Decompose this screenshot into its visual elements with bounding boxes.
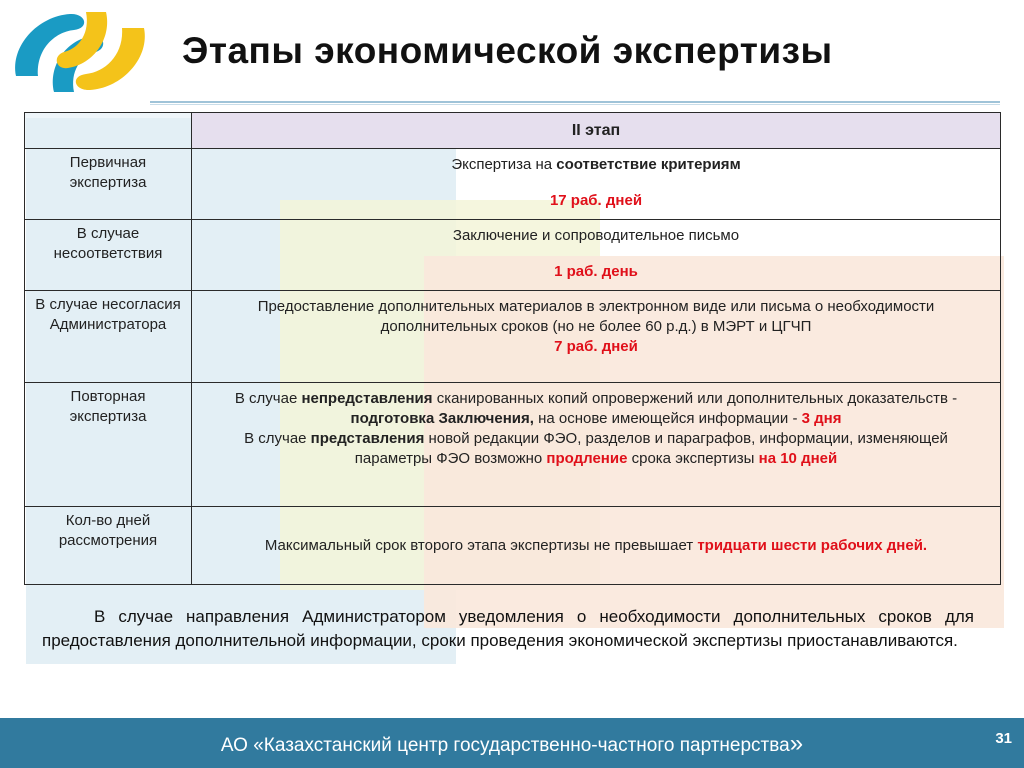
row-text: Максимальный срок второго этапа экспертизы не превышает: [264, 536, 698, 554]
term-value: тридцати шести рабочих дней.: [697, 536, 928, 554]
table-row: [25, 507, 1001, 585]
table-corner-cell: [25, 113, 192, 149]
term-value: 3 дня: [801, 410, 842, 427]
footer-bar: [0, 718, 1024, 768]
table-row: [25, 220, 1001, 291]
row-label: В случае несоответствия: [25, 220, 192, 291]
row-text: срока экспертизы: [627, 450, 759, 467]
row-label: В случае несогласия Администратора: [25, 291, 192, 383]
page-number: 31: [995, 730, 1012, 747]
row-text: В случае: [244, 430, 311, 447]
row-text: сканированных копий опровержений или дополнительных доказательств -: [432, 390, 958, 407]
footer-org-name: АО «Казахстанский центр государственно-частного партнерства: [220, 735, 790, 756]
row-text-red: продление: [546, 450, 628, 467]
footer-org-quote: »: [789, 730, 804, 757]
row-content: [192, 220, 1001, 291]
row-term: [206, 191, 986, 211]
row-content: [192, 291, 1001, 383]
row-text: В случае: [234, 390, 302, 407]
header-divider-thin: [150, 104, 1000, 105]
row-text: на основе имеющейся информации -: [533, 410, 802, 427]
row-label: Повторная экспертиза: [25, 383, 192, 507]
stages-table: [24, 112, 1001, 585]
table-header-row: [25, 113, 1001, 149]
row-text: Экспертиза на: [451, 156, 557, 173]
row-description: Заключение и сопроводительное письмо: [452, 227, 740, 244]
row-paragraph-1: [206, 389, 986, 429]
row-label: Первичная экспертиза: [25, 149, 192, 220]
row-content: [192, 149, 1001, 220]
row-description: Предоставление дополнительных материалов в электронном виде или письма о необходимости дополнительных сроков (но не более 60 р.д.) в МЭРТ и ЦГЧП: [257, 298, 935, 335]
row-description: [206, 536, 986, 556]
table-row: [25, 383, 1001, 507]
row-content: [192, 507, 1001, 585]
term-value: 7 раб. дней: [554, 338, 638, 355]
table-row: [25, 149, 1001, 220]
term-value: 17 раб. дней: [549, 192, 643, 209]
row-text: новой редакции ФЭО, разделов и параграфов, информации, изменяющей параметры ФЭО возможно: [354, 430, 948, 467]
term-value: 1 раб. день: [554, 263, 638, 280]
suspension-note: В случае направления Администратором уведомления о необходимости дополнительных сроков для предоставления дополнительной информации, сроки проведения экономической экспертизы приостанавливаются.: [42, 607, 974, 650]
row-description: [206, 155, 986, 175]
row-text-bold: непредставления: [301, 390, 433, 407]
row-label: Кол-во дней рассмотрения: [25, 507, 192, 585]
term-value: на 10 дней: [758, 450, 838, 467]
row-text-bold: соответствие критериям: [556, 156, 741, 173]
footer-organization: [0, 718, 1024, 768]
row-content: [192, 383, 1001, 507]
row-text-bold: подготовка Заключения,: [350, 410, 534, 427]
row-paragraph-2: [206, 429, 986, 469]
row-text-bold: представления: [310, 430, 425, 447]
page-title: Этапы экономической экспертизы: [182, 30, 833, 71]
stage-header: II этап: [192, 113, 1001, 149]
table-row: [25, 291, 1001, 383]
row-term: [206, 337, 986, 357]
row-term: [206, 262, 986, 282]
company-logo-icon: [8, 6, 150, 98]
header-divider: [150, 101, 1000, 103]
